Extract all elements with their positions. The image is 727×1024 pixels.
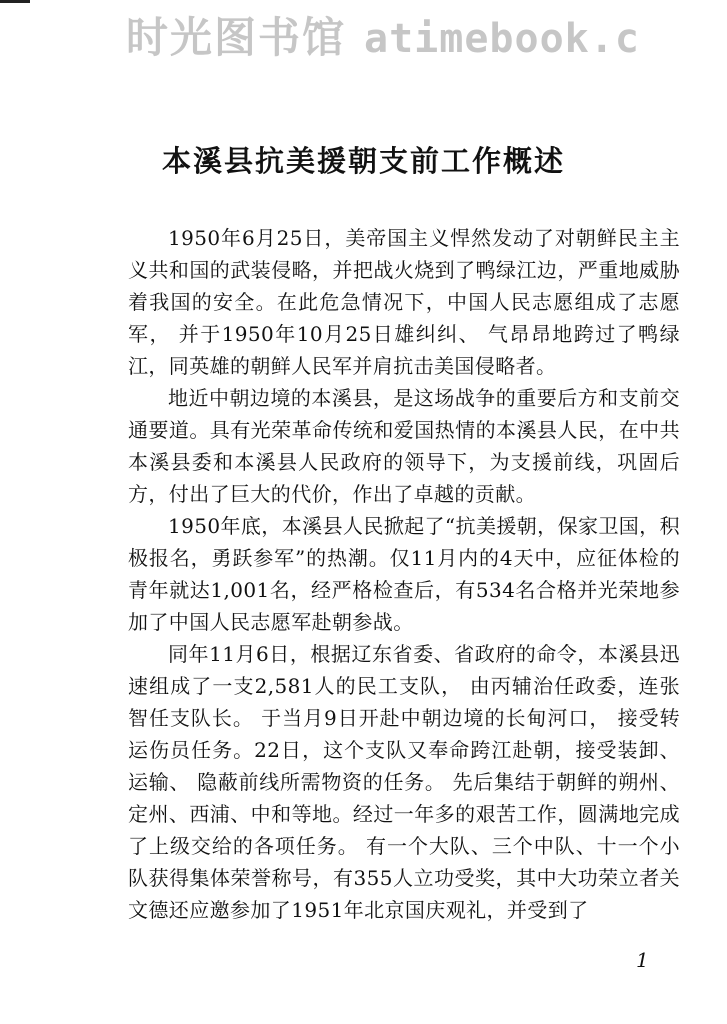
watermark <box>126 10 640 67</box>
watermark-url-text: atimebook.c <box>364 16 640 62</box>
paragraph: 1950年6月25日，美帝国主义悍然发动了对朝鲜民主主义共和国的武装侵略，并把战火烧到了鸭绿江边，严重地威胁着我国的安全。在此危急情况下，中国人民志愿组成了志愿军， 并于1950年10月25日雄纠纠、 气昂昂地跨过了鸭绿江，同英雄的朝鲜人民军并肩抗击美国侵略者。 <box>128 226 680 378</box>
paragraph: 地近中朝边境的本溪县，是这场战争的重要后方和支前交通要道。具有光荣革命传统和爱国热情的本溪县人民，在中共本溪县委和本溪县人民政府的领导下，为支援前线，巩固后方，付出了巨大的代价，作出了卓越的贡献。 <box>128 386 680 506</box>
document-body <box>128 222 680 926</box>
paragraph: 同年11月6日，根据辽东省委、省政府的命令，本溪县迅速组成了一支2,581人的民工支队， 由丙辅治任政委，连张智任支队长。 于当月9日开赴中朝边境的长甸河口， 接受转运伤员任务。22日，这个支队又奉命跨江赴朝，接受装卸、运输、 隐蔽前线所需物资的任务。 先后集结于朝鲜的朔州、定州、西浦、中和等地。经过一年多的艰苦工作，圆满地完成了上级交给的各项任务。 有一个大队、三个中队、十一个小队获得集体荣誉称号，有355人立功受奖，其中大功荣立者关文德还应邀参加了1951年北京国庆观礼，并受到了 <box>128 642 680 922</box>
watermark-chinese-text: 时光图书馆 <box>126 13 347 62</box>
scan-corner-mark <box>0 0 30 3</box>
document-title: 本溪县抗美援朝支前工作概述 <box>161 144 565 178</box>
page-number: 1 <box>636 948 649 972</box>
paragraph: 1950年底，本溪县人民掀起了“抗美援朝，保家卫国，积极报名，勇跃参军”的热潮。仅11月内的4天中，应征体检的青年就达1,001名，经严格检查后，有534名合格并光荣地参加了中国人民志愿军赴朝参战。 <box>128 514 680 634</box>
